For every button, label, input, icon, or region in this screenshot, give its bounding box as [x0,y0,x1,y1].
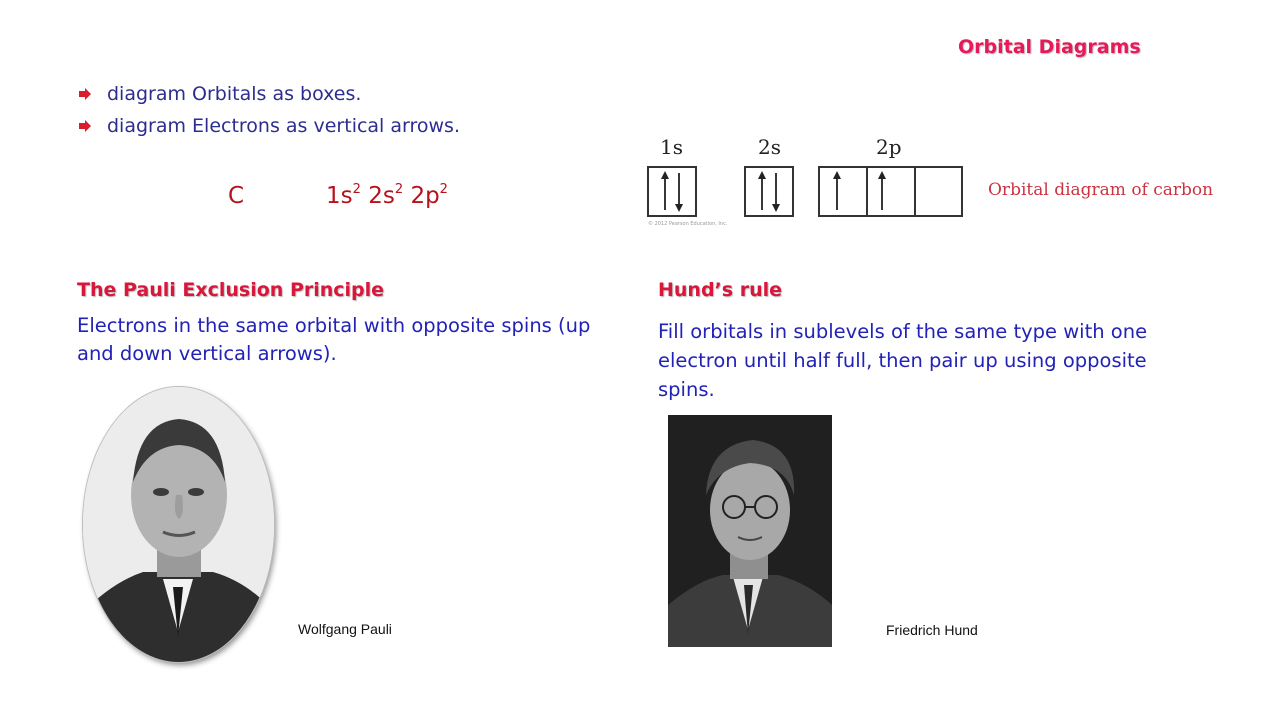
slide-title: Orbital Diagrams [958,36,1141,58]
copyright-text: © 2012 Pearson Education, Inc. [648,221,728,227]
pauli-body-text: Electrons in the same orbital with opposite spins (up and down vertical arrows). [77,314,591,365]
bullet-item [78,110,460,142]
orbital-box-2p [915,167,962,216]
element-symbol: C [228,183,245,209]
orbital-label-1s: 1s [660,135,683,159]
arrow-bullet-icon [78,119,92,133]
hund-caption: Friedrich Hund [886,622,978,638]
hund-body-text: Fill orbitals in sublevels of the same type with one electron until half full, then pair up using opposite spins. [658,320,1148,401]
bullet-list [78,78,460,142]
orbital-box-2p [867,167,915,216]
hund-portrait-photo [668,415,832,647]
orbital-box-1s [648,167,696,216]
hund-heading: Hund’s rule [658,279,782,301]
pauli-portrait-photo [83,387,274,662]
pauli-caption: Wolfgang Pauli [298,621,392,637]
bullet-item [78,78,460,110]
orbital-diagram [640,128,980,228]
electron-configuration [228,182,448,209]
config-term: $2p^2$ [410,182,448,209]
config-term: $1s^2$ [326,182,361,209]
orbital-label-2s: 2s [758,135,781,159]
arrow-bullet-icon [78,87,92,101]
orbital-label-2p: 2p [876,135,902,159]
orbital-box-2p [819,167,867,216]
orbital-diagram-caption: Orbital diagram of carbon [988,180,1214,200]
bullet-text: diagram Orbitals as boxes. [107,83,362,105]
orbital-box-2s [745,167,793,216]
bullet-text: diagram Electrons as vertical arrows. [107,115,460,137]
config-term: $2s^2$ [368,182,404,209]
pauli-heading: The Pauli Exclusion Principle [77,279,385,301]
